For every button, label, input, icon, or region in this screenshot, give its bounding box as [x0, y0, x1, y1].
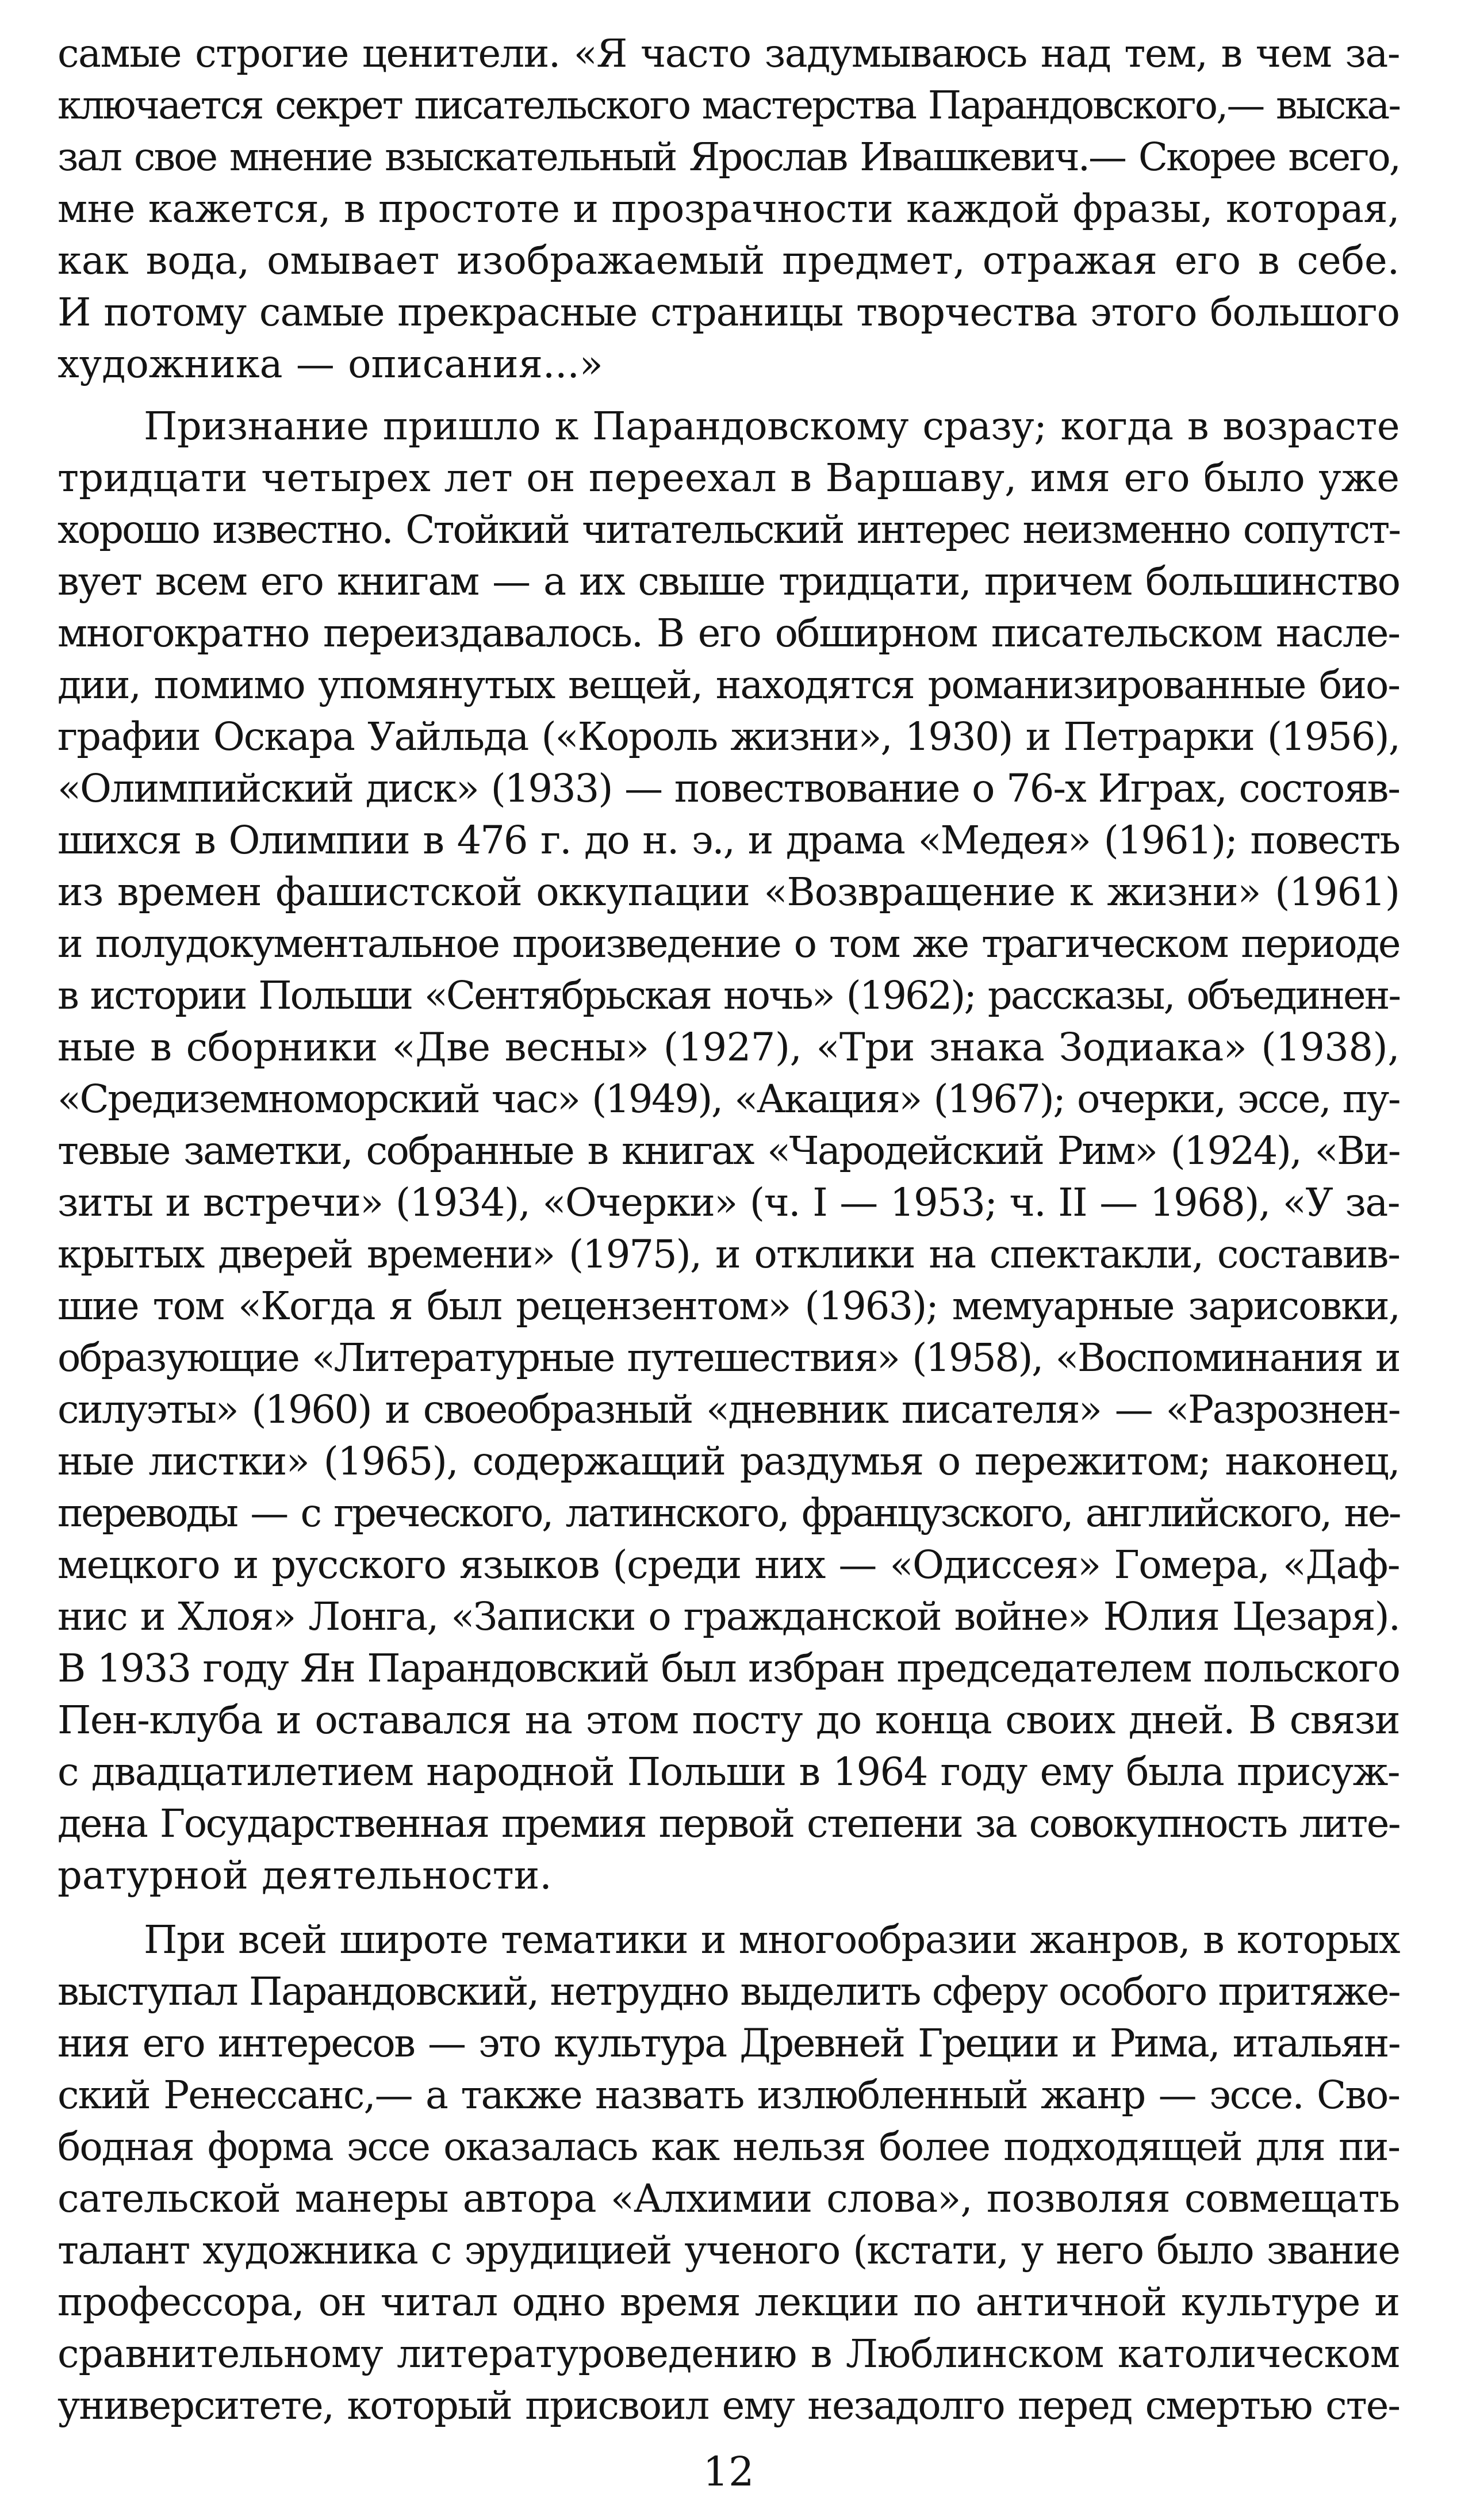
text-line: хорошо известно. Стойкий читательский интерес неизменно сопутст-: [57, 507, 1400, 552]
text-line: мне кажется, в простоте и прозрачности каждой фразы, которая,: [57, 186, 1400, 231]
text-line: вует всем его книгам — а их свыше тридцати, причем большинство: [57, 559, 1400, 604]
text-line: профессора, он читал одно время лекции по античной культуре и: [57, 2280, 1400, 2324]
text-line: образующие «Литературные путешествия» (1958), «Воспоминания и: [57, 1335, 1400, 1380]
text-line: сравнительному литературоведению в Люблинском католическом: [57, 2331, 1400, 2376]
text-line: в истории Польши «Сентябрьская ночь» (1962); рассказы, объединен-: [57, 973, 1400, 1018]
text-line: сательской манеры автора «Алхимии слова», позволяя совмещать: [57, 2176, 1400, 2221]
paragraph-2: [57, 400, 1400, 1901]
text-line: из времен фашистской оккупации «Возвращение к жизни» (1961): [57, 870, 1400, 914]
text-line: ния его интересов — это культура Древней Греции и Рима, итальян-: [57, 2021, 1400, 2066]
text-line: графии Оскара Уайльда («Король жизни», 1930) и Петрарки (1956),: [57, 714, 1400, 759]
text-line: зиты и встречи» (1934), «Очерки» (ч. I — 1953; ч. II — 1968), «У за-: [57, 1180, 1400, 1225]
text-line: Пен-клуба и оставался на этом посту до конца своих дней. В связи: [57, 1698, 1400, 1742]
text-line: бодная форма эссе оказалась как нельзя более подходящей для пи-: [57, 2124, 1400, 2169]
text-line: талант художника с эрудицией ученого (кстати, у него было звание: [57, 2228, 1400, 2273]
text-line: «Олимпийский диск» (1933) — повествование о 76-х Играх, состояв-: [57, 766, 1400, 811]
text-line: дии, помимо упомянутых вещей, находятся романизированные био-: [57, 662, 1400, 707]
text-line: И потому самые прекрасные страницы творчества этого большого: [57, 290, 1400, 335]
book-page: [57, 28, 1400, 2500]
paragraph-1: [57, 28, 1400, 390]
page-number: 12: [703, 2448, 754, 2495]
text-line: «Средиземноморский час» (1949), «Акация» (1967); очерки, эссе, пу-: [57, 1077, 1400, 1121]
text-line: силуэты» (1960) и своеобразный «дневник писателя» — «Разрознен-: [57, 1387, 1400, 1432]
text-line: ключается секрет писательского мастерства Парандовского,— выска-: [57, 83, 1400, 128]
paragraph-3: [57, 1914, 1400, 2431]
text-line: В 1933 году Ян Парандовский был избран председателем польского: [57, 1646, 1400, 1691]
text-line: университете, который присвоил ему незадолго перед смертью сте-: [57, 2383, 1400, 2428]
text-line: выступал Парандовский, нетрудно выделить сферу особого притяже-: [57, 1969, 1400, 2014]
text-line: ные в сборники «Две весны» (1927), «Три знака Зодиака» (1938),: [57, 1025, 1400, 1070]
text-line: ные листки» (1965), содержащий раздумья о пережитом; наконец,: [57, 1439, 1400, 1484]
text-line: ратурной деятельности.: [57, 1853, 552, 1898]
text-line: шие том «Когда я был рецензентом» (1963); мемуарные зарисовки,: [57, 1284, 1400, 1328]
text-line: нис и Хлоя» Лонга, «Записки о гражданской войне» Юлия Цезаря).: [57, 1594, 1400, 1639]
text-line: мецкого и русского языков (среди них — «Одиссея» Гомера, «Даф-: [57, 1542, 1400, 1587]
text-line: тевые заметки, собранные в книгах «Чародейский Рим» (1924), «Ви-: [57, 1128, 1400, 1173]
text-line: самые строгие ценители. «Я часто задумываюсь над тем, в чем за-: [57, 31, 1400, 76]
text-line: как вода, омывает изображаемый предмет, отражая его в себе.: [57, 238, 1400, 283]
text-line: крытых дверей времени» (1975), и отклики на спектакли, составив-: [57, 1232, 1400, 1277]
text-line: художника — описания...»: [57, 342, 603, 386]
text-line: тридцати четырех лет он переехал в Варшаву, имя его было уже: [57, 455, 1400, 500]
text-line: и полудокументальное произведение о том же трагическом периоде: [57, 921, 1400, 966]
text-line: переводы — с греческого, латинского, французского, английского, не-: [57, 1491, 1400, 1535]
text-line: дена Государственная премия первой степени за совокупность лите-: [57, 1801, 1400, 1846]
body-text: [57, 28, 1400, 2431]
text-line: Признание пришло к Парандовскому сразу; когда в возрасте: [144, 404, 1400, 449]
text-line: с двадцатилетием народной Польши в 1964 году ему была присуж-: [57, 1749, 1400, 1794]
text-line: ский Ренессанс,— а также назвать излюбленный жанр — эссе. Сво-: [57, 2073, 1400, 2117]
text-line: При всей широте тематики и многообразии жанров, в которых: [144, 1917, 1400, 1962]
text-line: шихся в Олимпии в 476 г. до н. э., и драма «Медея» (1961); повесть: [57, 818, 1400, 863]
text-line: зал свое мнение взыскательный Ярослав Ивашкевич.— Скорее всего,: [57, 135, 1400, 179]
text-line: многократно переиздавалось. В его обширном писательском насле-: [57, 611, 1400, 656]
